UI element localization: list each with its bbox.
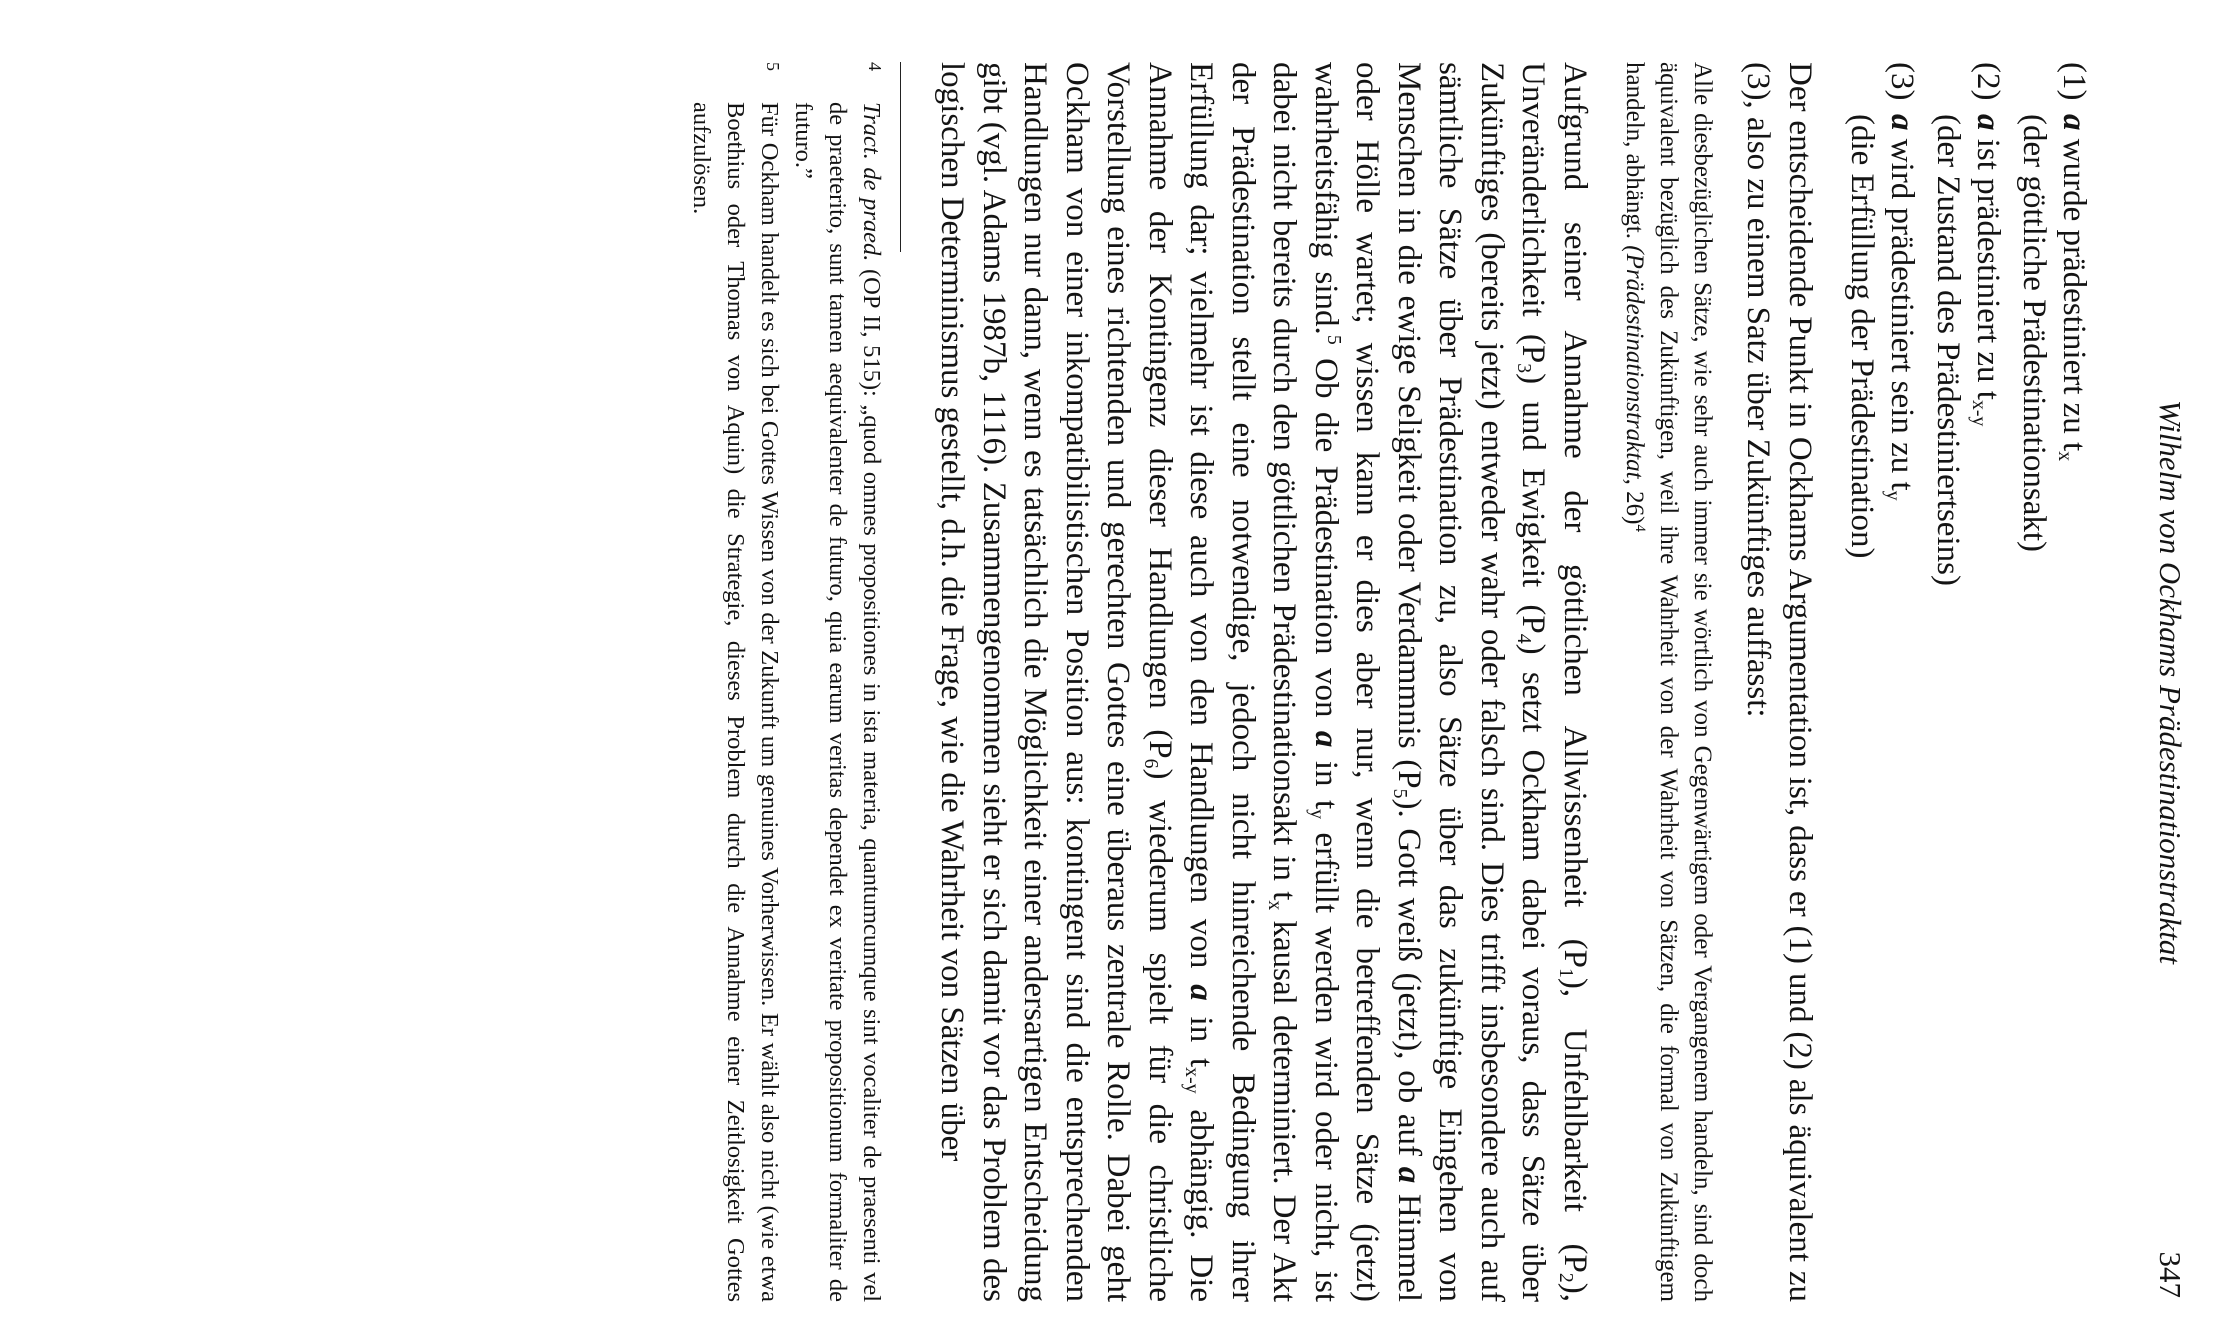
- proposition-item: [1842, 62, 1922, 1302]
- proposition-list: [1842, 62, 2094, 1302]
- footnote-number: 5: [763, 62, 783, 71]
- proposition-gloss: (die Erfüllung der Prädestination): [1844, 114, 1880, 559]
- proposition-gloss: (der Zustand des Prädestiniertseins): [1930, 114, 1966, 586]
- footnote: [786, 62, 888, 1302]
- footnote-number: 4: [865, 62, 885, 71]
- block-quote: [1617, 62, 1719, 1302]
- footnote: [684, 62, 786, 1302]
- footnote-separator: [900, 62, 901, 252]
- footnote-ref[interactable]: 4: [1632, 524, 1648, 532]
- proposition-text: a wurde prädestiniert zu $t_x$: [2054, 114, 2092, 462]
- proposition-text: a ist prädestiniert zu $t_{x-y}$: [1968, 114, 2006, 427]
- proposition-text: a wird prädestiniert sein zu $t_y$: [1882, 114, 1920, 501]
- page-number: 347: [2153, 1251, 2188, 1298]
- proposition-gloss: (der göttliche Prädestinationsakt): [2016, 114, 2052, 553]
- footnote-text: Tract. de praed. (OP II, 515): „quod omnes propositiones in ista materia, quantumcumque sint vocaliter de praesenti vel de praeterito, sunt tamen aequivalenter de futuro, quia earum veritas dependet ex veritate propositionum formaliter de futuro.”: [790, 102, 885, 1302]
- quote-locator: , 26): [1621, 478, 1648, 525]
- body-paragraph: Aufgrund seiner Annahme der göttlichen Allwissenheit $(P_1)$, Unfehlbarkeit $(P_2)$, Unveränderlichkeit $(P_3)$ und Ewigkeit $(P_4)$ setzt Ockham dabei voraus, dass Sätze über Zukünftiges (bereits jetzt) entweder wahr oder falsch sind. Dies trifft insbesondere auch auf sämtliche Sätze über Prädestination zu, also Sätze über das zukünftige Eingehen von Menschen in die ewige Seligkeit oder Verdammnis $(P_5)$. Gott weiß (jetzt), ob auf a Himmel oder Hölle wartet; wissen kann er dies aber nur, wenn die betreffenden Sätze (jetzt) wahrheitsfähig sind.$^5$ Ob die Prädestination von a in $t_y$ erfüllt werden wird oder nicht, ist dabei nicht bereits durch den göttlichen Prädestinationsakt in $t_x$ kausal determiniert. Der Akt der Prädestination stellt eine notwendige, jedoch nicht hinreichende Bedingung ihrer Erfüllung dar; vielmehr ist diese auch von den Handlungen von a in $t_{x-y}$ abhängig. Die Annahme der Kontingenz dieser Handlungen $(P_6)$ wiederum spielt für die christliche Vorstellung eines richtenden und gerechten Gottes eine überaus zentrale Rolle. Dabei geht Ockham von einer inkompatibilistischen Position aus: kontingent sind die entsprechenden Handlungen nur dann, wenn es tatsächlich die Möglichkeit einer andersartigen Entscheidung gibt (vgl. Adams 1987b, 1116). Zusammengenommen sieht er sich damit vor das Problem des logischen Determinismus gestellt, d.h. die Frage, wie die Wahrheit von Sätzen über: [934, 62, 1593, 1303]
- intro-paragraph: Der entscheidende Punkt in Ockhams Argumentation ist, dass er (1) und (2) als äquivalent zu (3), also zu einem Satz über Zukünftiges auffasst:: [1740, 62, 1818, 1302]
- proposition-number: (2): [1970, 62, 2006, 101]
- book-page: [684, 62, 2188, 1302]
- proposition-number: (3): [1884, 62, 1920, 101]
- quote-text: Alle diesbezüglichen Sätze, wie sehr auch immer sie wörtlich von Gegenwärtigem oder Vergangenem handeln, sind doch äquivalent bezüglich des Zukünftigen, weil ihre Wahrheit von der Wahrheit von Sätzen, die formal von Zukünftigem handeln, abhängt.: [1621, 62, 1716, 1302]
- footnote-ref[interactable]: 5: [1322, 334, 1345, 345]
- page-header: [2132, 62, 2188, 1302]
- footnote-text: Für Ockham handelt es sich bei Gottes Wissen von der Zukunft um genuines Vorherwissen. Er wählt also nicht (wie etwa Boethius oder Thomas von Aquin) die Strategie, dieses Problem durch die Annahme einer Zeitlosigkeit Gottes aufzulösen.: [688, 102, 783, 1302]
- quote-source: (Prädestinationstraktat: [1621, 245, 1648, 479]
- proposition-number: (1): [2056, 62, 2092, 101]
- proposition-item: [1928, 62, 2008, 1302]
- proposition-item: [2014, 62, 2094, 1302]
- running-title: Wilhelm von Ockhams Prädestinationstraktat: [2153, 400, 2188, 964]
